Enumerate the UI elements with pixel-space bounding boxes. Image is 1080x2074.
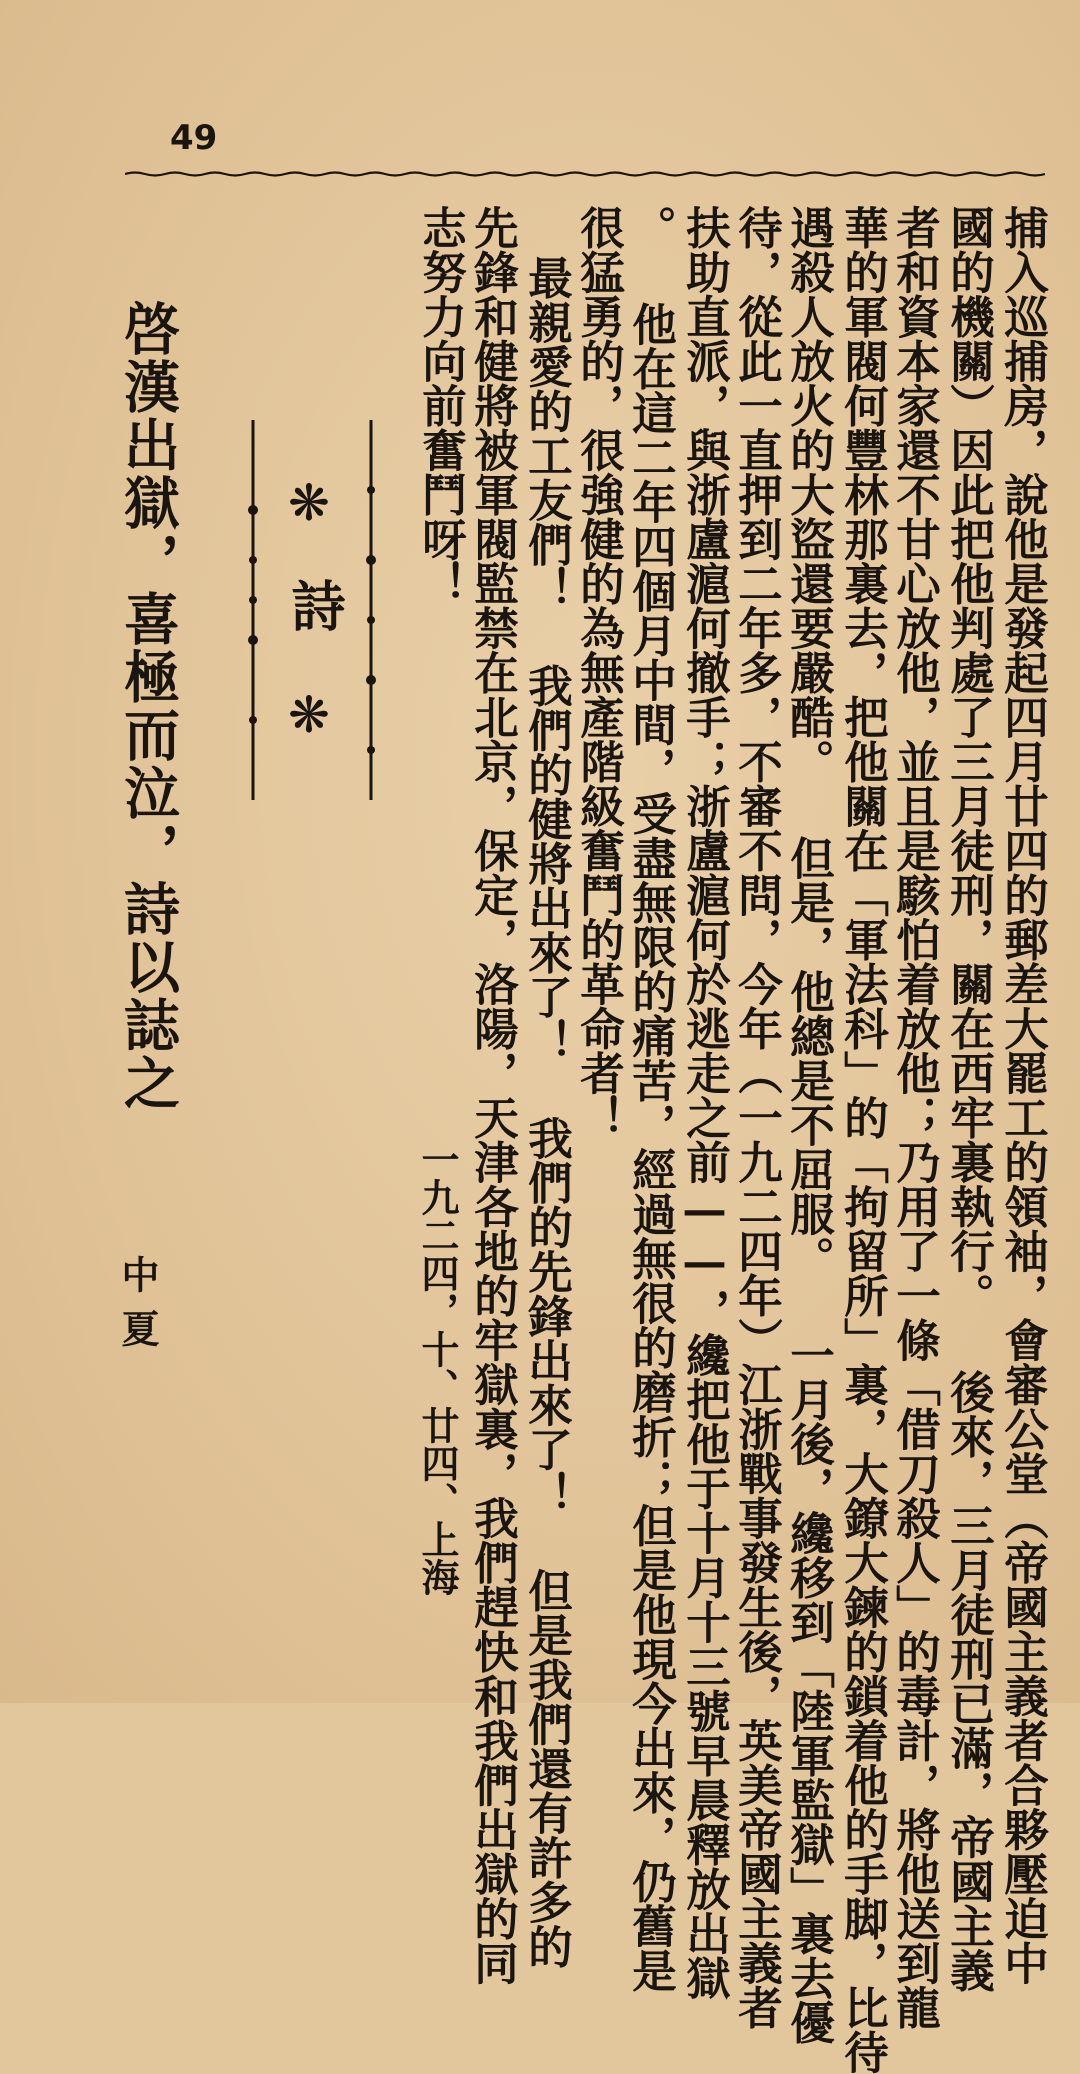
article-column-4: 華的軍閥何豐林那裏去，把他關在「軍法科」的「拘留所」裏，大鐐大鍊的鎖着他的手脚，比待 [836,205,889,2074]
ornament-right-icon [356,420,386,800]
page-number: 49 [170,118,218,158]
article-column-11: 先鋒和健將被軍閥監禁在北京，保定，洛陽，天津各地的牢獄裏，我們趕快和我們出獄的同 [466,205,519,1985]
section-label: 詩 [283,578,347,632]
flower-ornament-bottom-icon: ❋ [288,686,330,744]
article-column-5: 遇殺人放火的大盜還要嚴酷。 但是，他總是不屈服。 一月後，纔移到「陸軍監獄」裏去優 [782,205,835,2045]
article-column-2: 國的機關）因此把他判處了三月徒刑，關在西牢裏執行。 後來，三月徒刑已滿，帝國主義 [942,205,995,1993]
article-column-10: 最親愛的工友們！ 我們的健將出來了！ 我們的先鋒出來了！ 但是我們還有許多的 [520,255,573,1969]
article-column-3: 者和資本家還不甘心放他，並且是駭怕着放他；乃用了一條「借刀殺人」的毒計，將他送到龍 [888,205,941,2030]
poem-title: 啓漢出獄，喜極而泣，詩以誌之 [115,300,181,1112]
header-rule [125,170,1045,178]
article-column-1: 捕入巡捕房，說他是發起四月廿四的郵差大罷工的領袖，會審公堂（帝國主義者合夥壓迫中 [996,205,1049,1985]
flower-ornament-top-icon: ❋ [288,474,330,532]
dateline: 一九二四，十、廿四、上海 [415,1140,460,1596]
poem-author: 中夏 [115,1255,160,1363]
article-column-6: 待，從此一直押到二年多，不審不問，今年（一九二四年）江浙戰事發生後，英美帝國主義者 [730,205,783,2030]
article-column-9: 很猛勇的，很強健的為無產階級奮鬥的革命者！ [572,205,625,1140]
article-column-8: 。 他在這二年四個月中間，受盡無限的痛苦，經過無很的磨折；但是他現今出來，仍舊是 [624,205,677,1993]
ornament-left-icon [238,420,268,800]
article-column-12: 志努力向前奮鬥呀！ [414,205,467,606]
article-column-7: 扶助直派，與浙盧滬何撤手；浙盧滬何於逃走之前——，纔把他于十月十三號早晨釋放出獄 [678,205,731,2000]
